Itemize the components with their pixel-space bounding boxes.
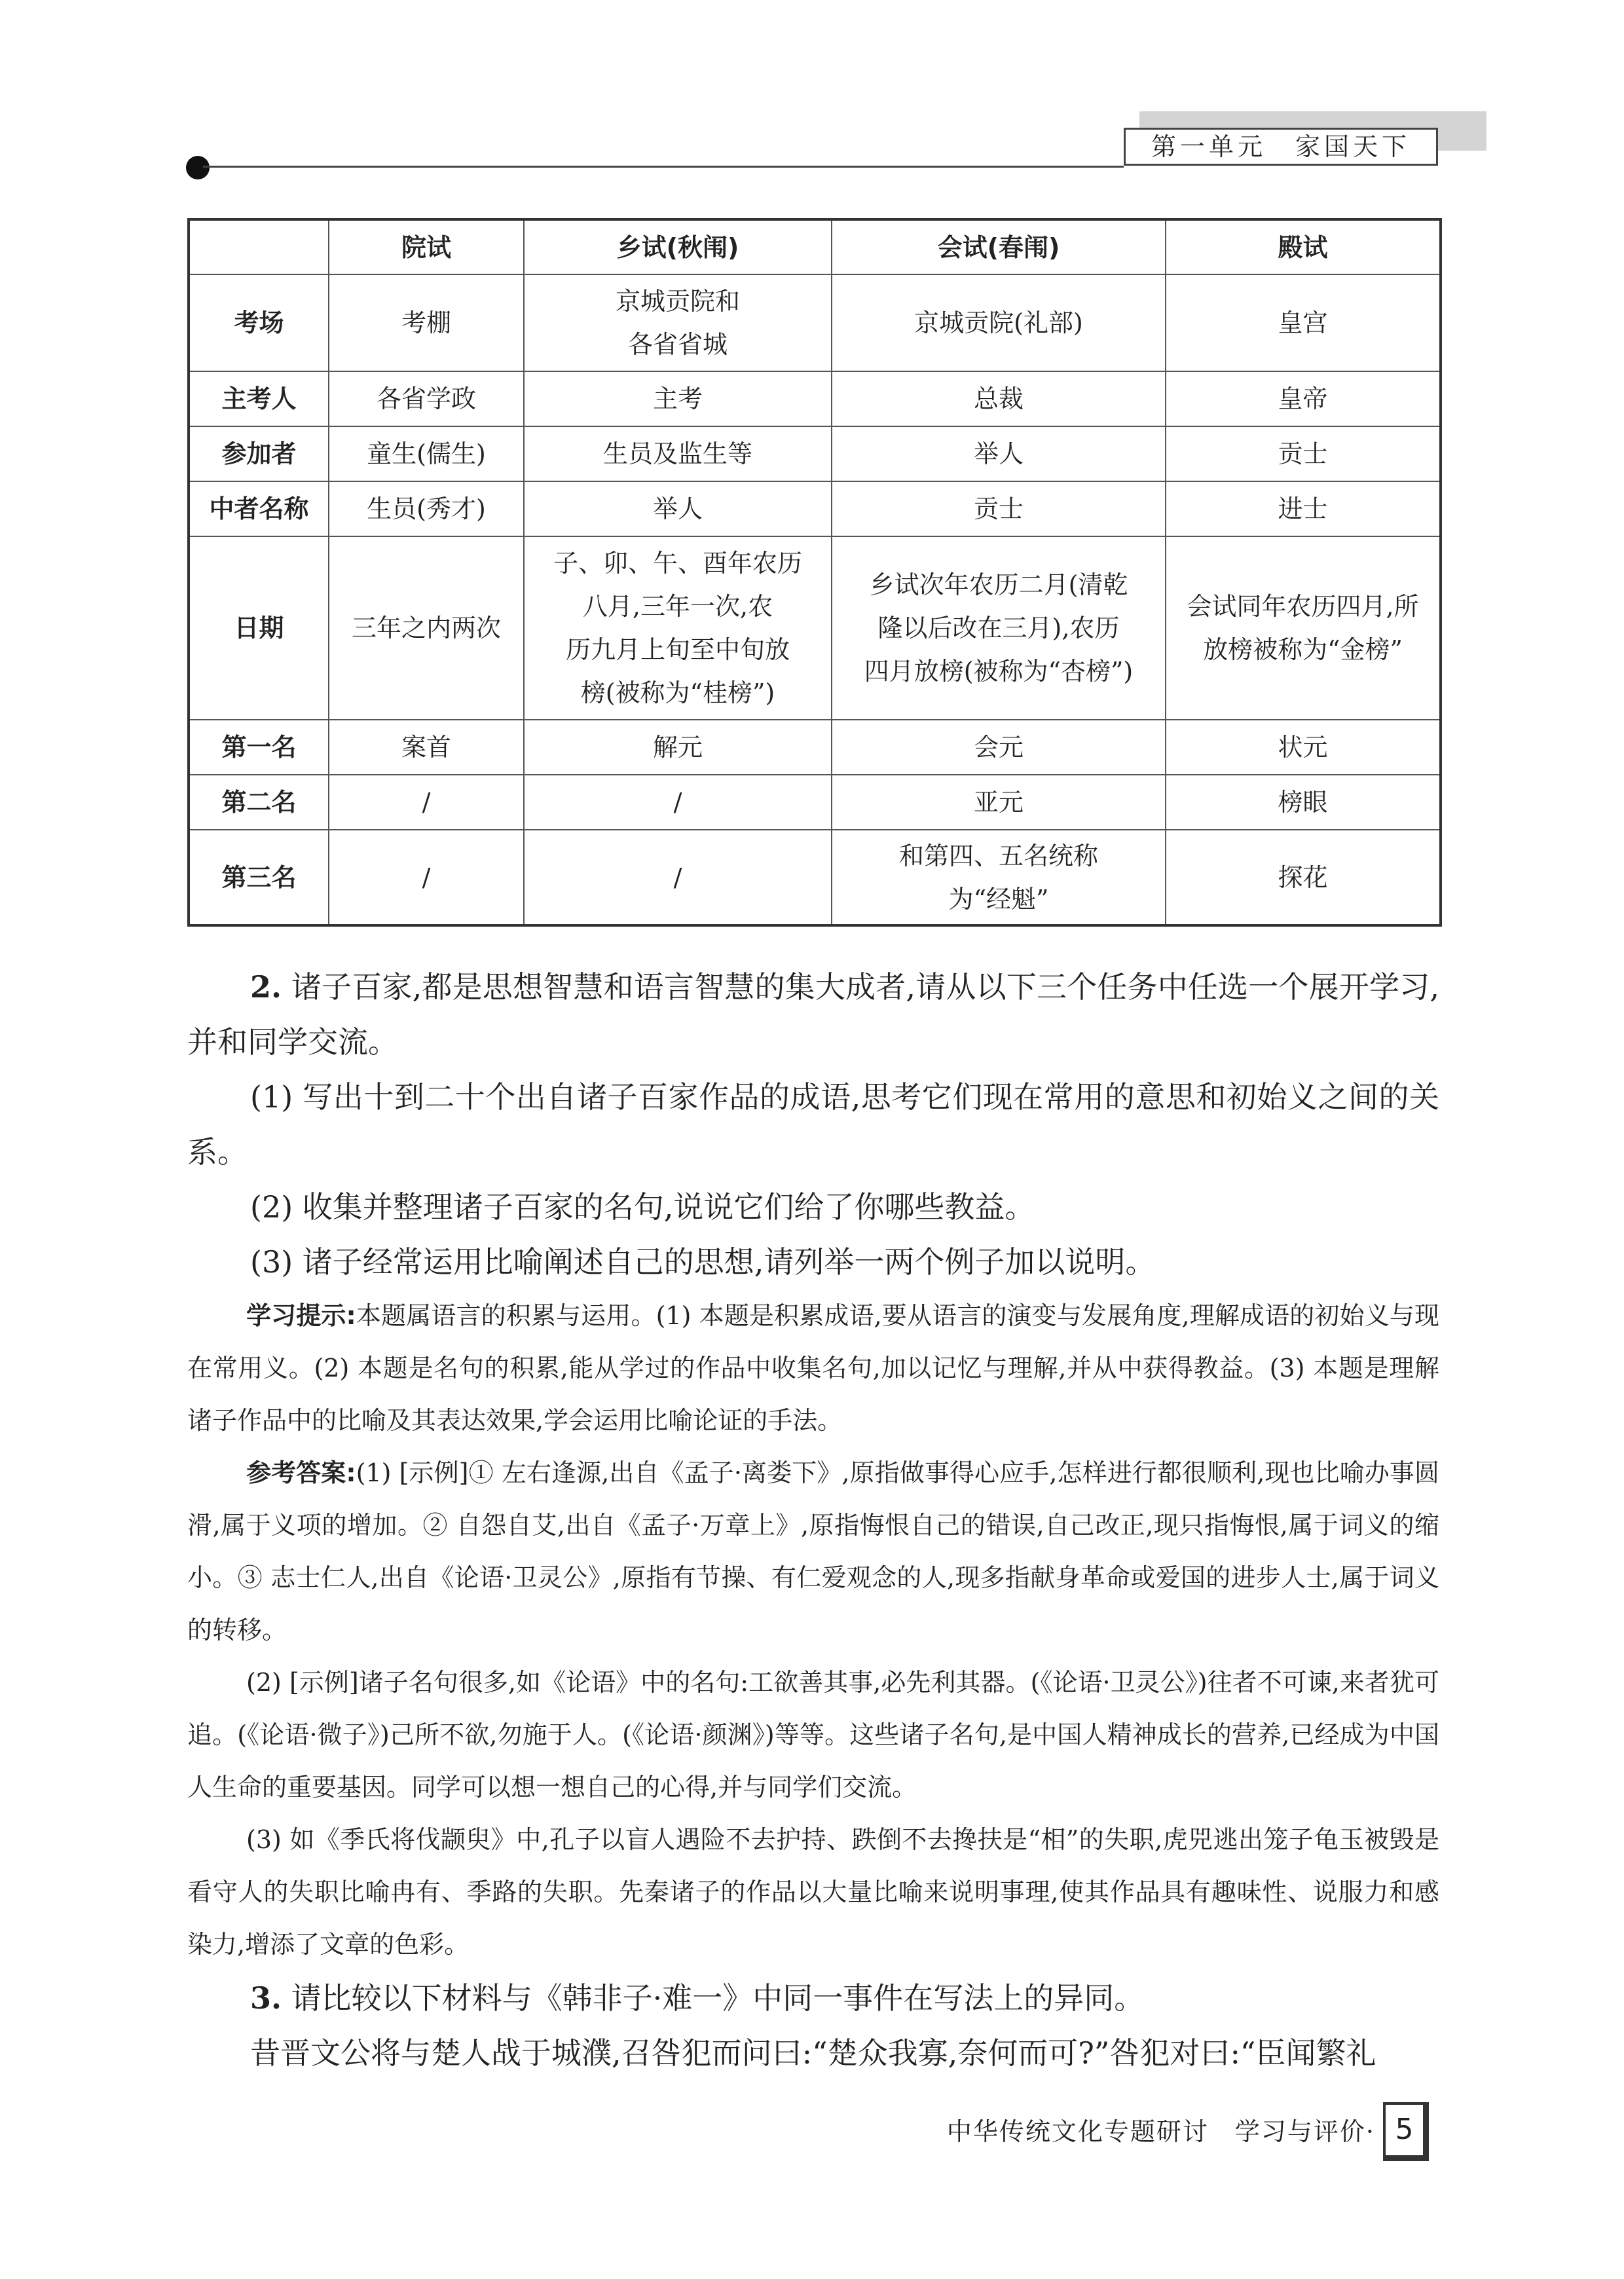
table-row-header: 中者名称	[189, 481, 329, 536]
table-cell: 亚元	[832, 775, 1166, 830]
question-3: 3. 请比较以下材料与《韩非子·难一》中同一事件在写法上的异同。	[250, 1980, 1145, 2016]
table-cell: 皇帝	[1166, 371, 1441, 426]
page-number: 5	[1383, 2102, 1429, 2161]
table-row-header: 第二名	[189, 775, 329, 830]
table-cell: 乡试次年农历二月(清乾 隆以后改在三月),农历 四月放榜(被称为“杏榜”)	[832, 536, 1166, 720]
table-header-row	[189, 219, 1441, 274]
table-row	[189, 536, 1441, 720]
table-header-cell: 会试(春闱)	[832, 219, 1166, 274]
table-row	[189, 371, 1441, 426]
table-cell: 贡士	[832, 481, 1166, 536]
book-title: 中华传统文化专题研讨 学习与评价·	[946, 2117, 1375, 2146]
table-cell: /	[524, 775, 832, 830]
table-cell: 贡士	[1166, 426, 1441, 481]
reference-answer-3: (3) 如《季氏将伐颛臾》中,孔子以盲人遇险不去护持、跌倒不去搀扶是“相”的失职,虎兕逃出笼子龟玉被毁是看守人的失职比喻冉有、季路的失职。先秦诸子的作品以大量比喻来说明事理,使其作品具有趣味性、说服力和感染力,增添了文章的色彩。	[187, 1825, 1439, 1959]
table-cell: 总裁	[832, 371, 1166, 426]
main-text	[187, 959, 1439, 2081]
table-cell: 举人	[524, 481, 832, 536]
table-header-cell: 乡试(秋闱)	[524, 219, 832, 274]
reference-answer-1: 参考答案:(1) [示例]① 左右逢源,出自《孟子·离娄下》,原指做事得心应手,怎样进行都很顺利,现也比喻办事圆滑,属于义项的增加。② 自怨自艾,出自《孟子·万章上》,原指悔恨自己的错误,自己改正,现只指悔恨,属于词义的缩小。③ 志士仁人,出自《论语·卫灵公》,原指有节操、有仁爱观念的人,现多指献身革命或爱国的进步人士,属于词义的转移。	[187, 1458, 1439, 1644]
table-cell: 解元	[524, 720, 832, 775]
reference-answer-2: (2) [示例]诸子名句很多,如《论语》中的名句:工欲善其事,必先利其器。(《论语·卫灵公》)往者不可谏,来者犹可追。(《论语·微子》)己所不欲,勿施于人。(《论语·颜渊》)等等。这些诸子名句,是中国人精神成长的营养,已经成为中国人生命的重要基因。同学可以想一想自己的心得,并与同学们交流。	[187, 1668, 1439, 1802]
table-row	[189, 830, 1441, 925]
table-row-header: 考场	[189, 274, 329, 371]
table-header-cell	[189, 219, 329, 274]
table-cell: 童生(儒生)	[329, 426, 524, 481]
table-cell: 探花	[1166, 830, 1441, 925]
header-bullet-dot	[186, 156, 210, 179]
task-item: (2) 收集并整理诸子百家的名句,说说它们给了你哪些教益。	[250, 1189, 1035, 1225]
task-item: (3) 诸子经常运用比喻阐述自己的思想,请列举一两个例子加以说明。	[250, 1244, 1156, 1280]
table-cell: 三年之内两次	[329, 536, 524, 720]
table-cell: 子、卯、午、酉年农历 八月,三年一次,农 历九月上旬至中旬放 榜(被称为“桂榜”)	[524, 536, 832, 720]
table-cell: 会元	[832, 720, 1166, 775]
learning-hint: 学习提示:本题属语言的积累与运用。(1) 本题是积累成语,要从语言的演变与发展角度,理解成语的初始义与现在常用义。(2) 本题是名句的积累,能从学过的作品中收集名句,加以记忆与理解,并从中获得教益。(3) 本题是理解诸子作品中的比喻及其表达效果,学会运用比喻论证的手法。	[187, 1301, 1439, 1435]
table-cell: 状元	[1166, 720, 1441, 775]
material-text: 昔晋文公将与楚人战于城濮,召咎犯而问曰:“楚众我寡,奈何而可?”咎犯对曰:“臣闻繁礼	[250, 2035, 1376, 2071]
table-cell: 榜眼	[1166, 775, 1441, 830]
table-cell: 生员(秀才)	[329, 481, 524, 536]
table-row	[189, 720, 1441, 775]
table-header-cell: 殿试	[1166, 219, 1441, 274]
table-header-cell: 院试	[329, 219, 524, 274]
table-row-header: 日期	[189, 536, 329, 720]
unit-label: 第一单元 家国天下	[1124, 128, 1438, 166]
header-rule	[203, 166, 1124, 168]
question-2: 2. 诸子百家,都是思想智慧和语言智慧的集大成者,请从以下三个任务中任选一个展开学习,并和同学交流。	[187, 969, 1439, 1060]
task-item: (1) 写出十到二十个出自诸子百家作品的成语,思考它们现在常用的意思和初始义之间的关系。	[187, 1079, 1439, 1170]
table-row	[189, 481, 1441, 536]
table-cell: 各省学政	[329, 371, 524, 426]
table-cell: 主考	[524, 371, 832, 426]
table-cell: 会试同年农历四月,所 放榜被称为“金榜”	[1166, 536, 1441, 720]
table-cell: 生员及监生等	[524, 426, 832, 481]
table-cell: 皇宫	[1166, 274, 1441, 371]
table-cell: 举人	[832, 426, 1166, 481]
table-row-header: 第一名	[189, 720, 329, 775]
table-row	[189, 775, 1441, 830]
table-cell: 京城贡院和 各省省城	[524, 274, 832, 371]
table-row-header: 主考人	[189, 371, 329, 426]
table-row	[189, 274, 1441, 371]
table-cell: 和第四、五名统称 为“经魁”	[832, 830, 1166, 925]
table-cell: /	[329, 830, 524, 925]
table-row-header: 第三名	[189, 830, 329, 925]
imperial-exam-table	[187, 218, 1442, 927]
table-row	[189, 426, 1441, 481]
table-cell: 进士	[1166, 481, 1441, 536]
table-cell: /	[524, 830, 832, 925]
table-row-header: 参加者	[189, 426, 329, 481]
table-cell: 案首	[329, 720, 524, 775]
table-cell: 京城贡院(礼部)	[832, 274, 1166, 371]
table-cell: 考棚	[329, 274, 524, 371]
table-cell: /	[329, 775, 524, 830]
